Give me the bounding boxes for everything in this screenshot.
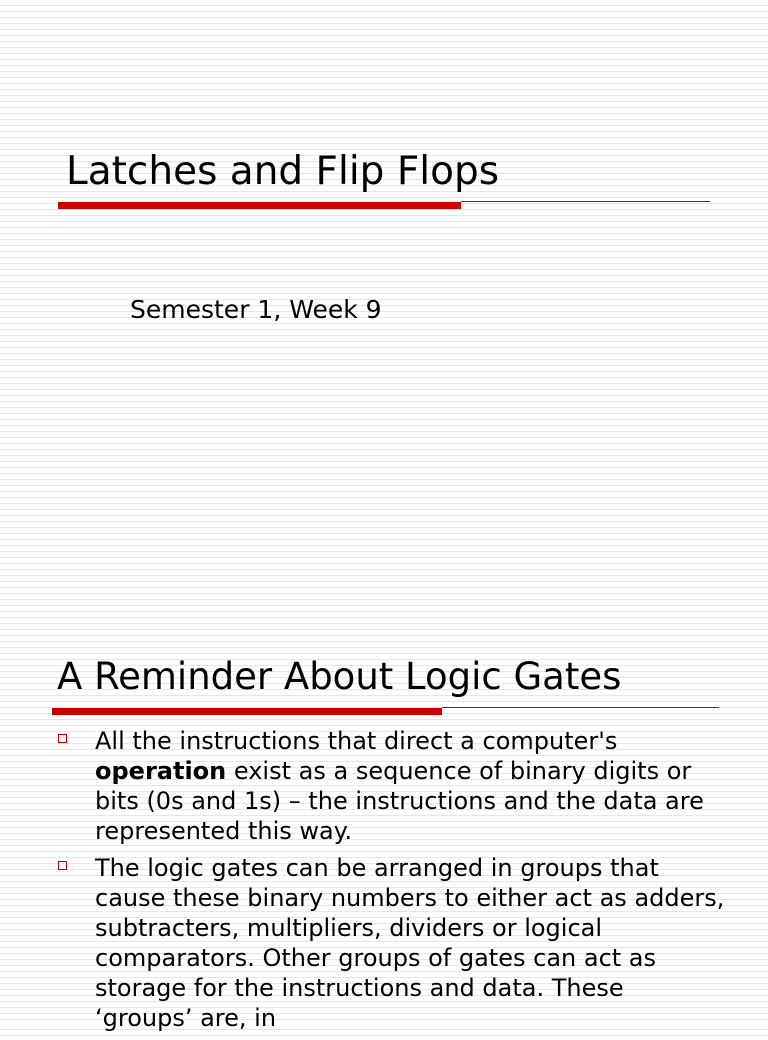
heading-underline-thick xyxy=(52,708,442,715)
bullet-text-bold: operation xyxy=(95,757,227,785)
title-underline-thick xyxy=(58,202,461,209)
bullet-list xyxy=(56,726,726,1040)
square-bullet-icon xyxy=(58,861,67,870)
bullet-text-start: All the instructions that direct a computer's xyxy=(95,727,618,755)
bullet-text-end: exist as a sequence of binary digits or bits (0s and 1s) – the instructions and the data are represented this way. xyxy=(95,757,704,845)
bullet-text: The logic gates can be arranged in groups that cause these binary numbers to either act as adders, subtracters, multipliers, dividers or logical comparators. Other groups of gates can act as storage for the instructions and data. These ‘groups’ are, in xyxy=(95,854,725,1032)
heading-underline-thin xyxy=(442,707,719,708)
slide-heading: A Reminder About Logic Gates xyxy=(57,655,622,698)
slide-subtitle: Semester 1, Week 9 xyxy=(130,295,382,324)
title-underline-thin xyxy=(461,201,710,202)
bullet-item xyxy=(56,853,726,1033)
square-bullet-icon xyxy=(58,734,67,743)
bullet-item xyxy=(56,726,726,846)
slide-logic-gates xyxy=(0,628,768,1032)
slide-title-heading: Latches and Flip Flops xyxy=(66,149,500,194)
